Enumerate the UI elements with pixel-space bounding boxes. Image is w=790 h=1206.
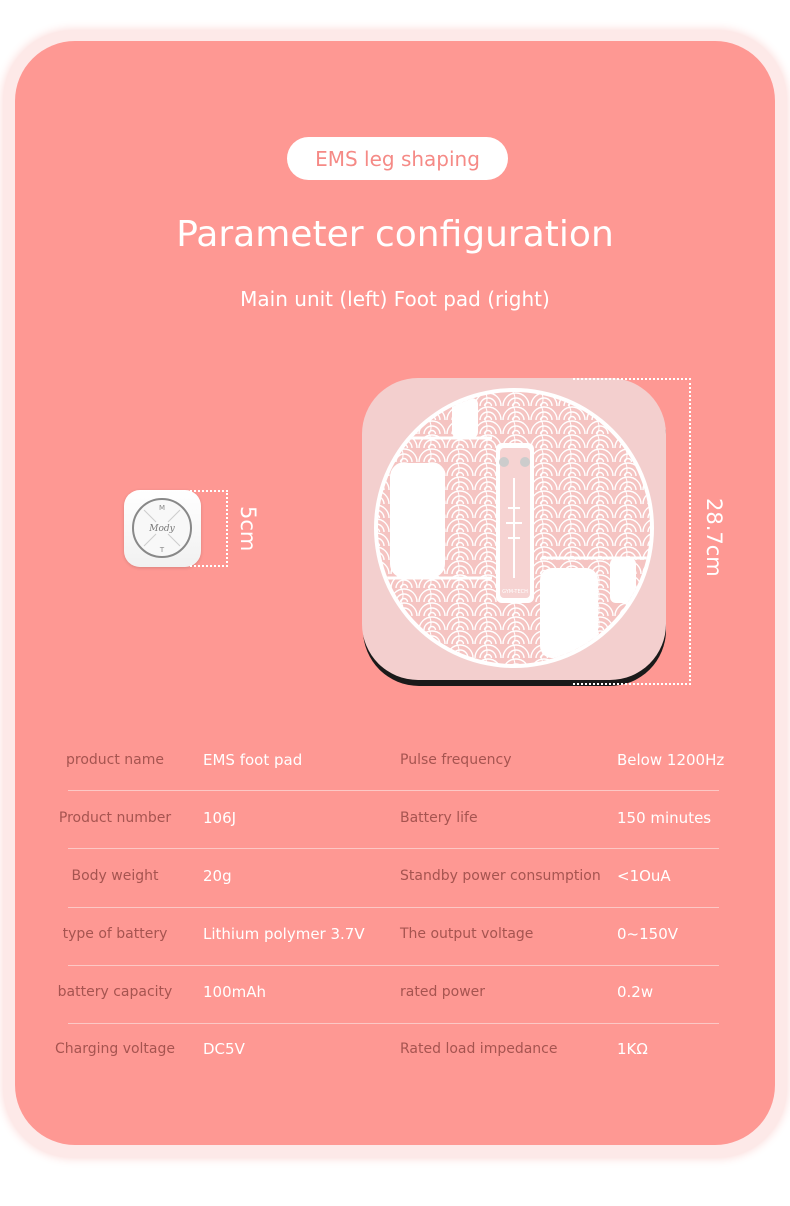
spec-value: 150 minutes	[617, 809, 712, 827]
spec-label: Pulse frequency	[400, 752, 512, 768]
spec-value: 106J	[203, 809, 237, 827]
subtitle: Main unit (left) Foot pad (right)	[240, 287, 550, 311]
spec-value: 0~150V	[617, 925, 679, 943]
spec-value: <1OuA	[617, 867, 671, 885]
foot-pad-dimension: 28.7cm	[702, 498, 726, 577]
divider	[68, 965, 719, 966]
table-row	[0, 1039, 790, 1097]
spec-value: 100mAh	[203, 983, 267, 1001]
dimension-guide	[573, 378, 691, 685]
spec-value: EMS foot pad	[203, 751, 303, 769]
spec-label: Rated load impedance	[400, 1041, 558, 1057]
spec-label: Battery life	[400, 810, 478, 826]
spec-label: product name	[66, 752, 164, 768]
divider	[68, 790, 719, 791]
category-badge: EMS leg shaping	[287, 137, 508, 180]
svg-text:M: M	[158, 504, 166, 512]
spec-label: Product number	[58, 810, 172, 826]
spec-value: 0.2w	[617, 983, 654, 1001]
table-row	[0, 808, 790, 866]
spec-value: Below 1200Hz	[617, 751, 725, 769]
svg-text:GYM-TECH: GYM-TECH	[502, 589, 528, 595]
spec-label: battery capacity	[57, 984, 173, 1000]
divider	[68, 1023, 719, 1024]
spec-label: Charging voltage	[54, 1041, 176, 1057]
divider	[68, 848, 719, 849]
dimension-guide	[190, 490, 228, 567]
spec-label: rated power	[400, 984, 486, 1000]
spec-value: 1KΩ	[617, 1040, 648, 1058]
table-row	[0, 924, 790, 982]
spec-label: type of battery	[62, 926, 168, 942]
main-unit-dimension: 5cm	[236, 506, 260, 552]
svg-text:Mody: Mody	[149, 524, 175, 534]
table-row	[0, 750, 790, 808]
spec-value: Lithium polymer 3.7V	[203, 925, 365, 943]
page-title: Parameter configuration	[176, 214, 614, 255]
spec-label: Body weight	[71, 868, 159, 884]
table-row	[0, 866, 790, 924]
spec-label: Standby power consumption	[400, 868, 601, 884]
svg-text:T: T	[159, 546, 165, 554]
spec-value: DC5V	[203, 1040, 245, 1058]
spec-label: The output voltage	[400, 926, 534, 942]
spec-value: 20g	[203, 867, 232, 885]
table-row	[0, 982, 790, 1040]
divider	[68, 907, 719, 908]
